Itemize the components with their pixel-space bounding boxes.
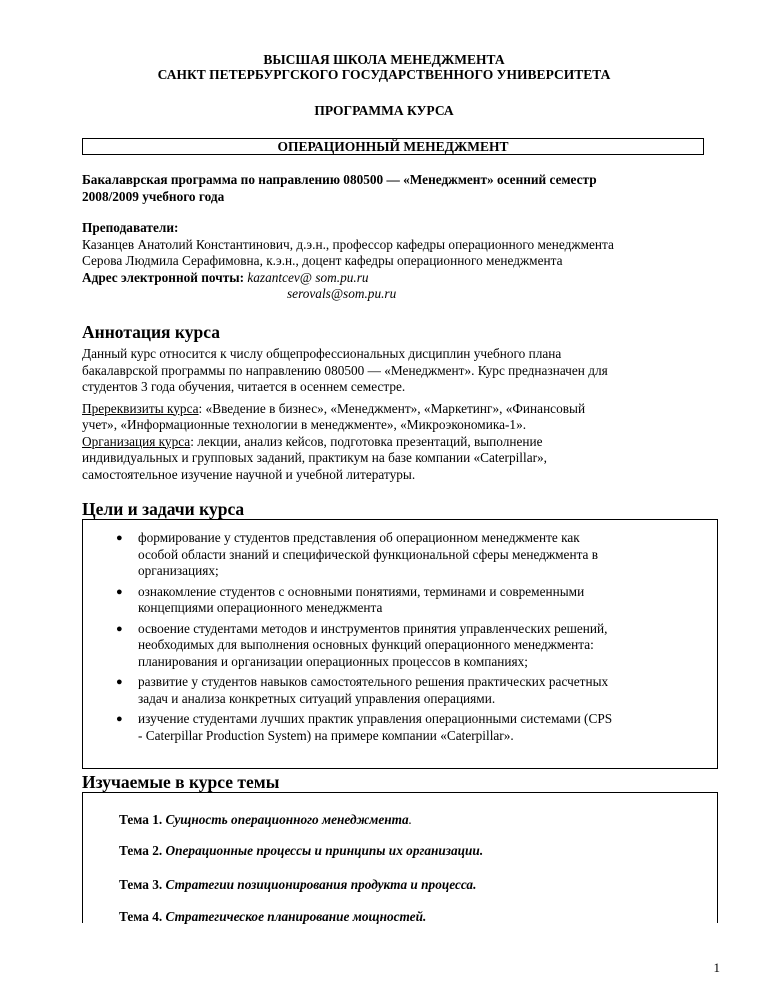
- topic-title: Стратегии позиционирования продукта и процесса.: [165, 877, 477, 892]
- topics-box: [82, 792, 718, 923]
- goal-line: - Caterpillar Production System) на примере компании «Caterpillar».: [138, 727, 514, 743]
- course-title: ОПЕРАЦИОННЫЙ МЕНЕДЖМЕНТ: [82, 138, 704, 155]
- goal-line: планирования и организации операционных процессов в компаниях;: [138, 653, 528, 669]
- goal-line: изучение студентами лучших практик управления операционными системами (CPS: [138, 711, 613, 726]
- org-text: : лекции, анализ кейсов, подготовка презентаций, выполнение: [190, 433, 543, 449]
- bullet-icon: ●: [116, 676, 123, 688]
- list-item: [83, 711, 712, 744]
- organization: [82, 434, 722, 451]
- prerequisites: [82, 401, 722, 418]
- org-text-2: индивидуальных и групповых заданий, практикум на базе компании «Caterpillar»,: [82, 450, 547, 465]
- teachers-section: [82, 220, 742, 303]
- bullet-icon: ●: [116, 622, 123, 635]
- prereq-text-2: учет», «Информационные технологии в менеджменте», «Микроэкономика-1».: [82, 417, 527, 432]
- topic-3: [119, 877, 476, 893]
- bullet-icon: ●: [116, 713, 123, 725]
- email-label: Адрес электронной почты:: [82, 269, 245, 285]
- topic-1: [119, 812, 412, 828]
- goals-heading: Цели и задачи курса: [82, 499, 245, 519]
- email-row: [82, 270, 742, 287]
- list-item: [83, 584, 712, 617]
- bullet-icon: ●: [116, 585, 123, 598]
- topic-label: Тема 3.: [119, 877, 163, 892]
- goal-line: ознакомление студентов с основными понятиями, терминами и современными: [138, 583, 585, 599]
- topic-title: Сущность операционного менеджмента: [165, 812, 409, 827]
- school-name: ВЫСШАЯ ШКОЛА МЕНЕДЖМЕНТА: [263, 52, 505, 67]
- goal-line: организациях;: [138, 563, 219, 578]
- annotation-body: [82, 346, 722, 483]
- program-label: ПРОГРАММА КУРСА: [314, 103, 454, 118]
- goals-box: [82, 519, 718, 769]
- goal-line: необходимых для выполнения основных функций операционного менеджмента:: [138, 637, 594, 652]
- topic-end: .: [408, 812, 412, 827]
- goals-list: [83, 530, 712, 748]
- topic-label: Тема 1.: [119, 812, 163, 827]
- goal-line: особой области знаний и специфической функциональной сферы менеджмента в: [138, 546, 599, 562]
- bullet-icon: ●: [116, 532, 123, 544]
- annotation-line: Данный курс относится к числу общепрофессиональных дисциплин учебного плана: [82, 346, 562, 361]
- list-item: [83, 621, 712, 671]
- org-text-3: самостоятельное изучение научной и учебной литературы.: [82, 466, 416, 482]
- program-line-1: Бакалаврская программа по направлению 080500 — «Менеджмент» осенний семестр: [82, 172, 597, 187]
- annotation-heading: Аннотация курса: [82, 322, 220, 342]
- teacher-1: Казанцев Анатолий Константинович, д.э.н., профессор кафедры операционного менеджмента: [82, 236, 614, 252]
- teachers-label: Преподаватели:: [82, 220, 179, 235]
- program-description: [82, 172, 722, 205]
- goal-line: формирование у студентов представления об операционном менеджменте как: [138, 530, 580, 545]
- annotation-line: бакалаврской программы по направлению 080500 — «Менеджмент». Курс предназначен для: [82, 362, 608, 378]
- topics-heading: Изучаемые в курсе темы: [82, 772, 280, 792]
- goal-line: задач и анализа конкретных ситуаций управления операциями.: [138, 690, 496, 706]
- goal-line: развитие у студентов навыков самостоятельного решения практических расчетных: [138, 674, 609, 689]
- topic-label: Тема 2.: [119, 843, 163, 858]
- topic-title: Операционные процессы и принципы их организации.: [165, 843, 484, 858]
- org-label: Организация курса: [82, 433, 191, 449]
- topic-label: Тема 4.: [119, 909, 163, 924]
- list-item: [83, 674, 712, 707]
- prereq-text: : «Введение в бизнес», «Менеджмент», «Маркетинг», «Финансовый: [198, 400, 586, 416]
- page-number: 1: [713, 960, 720, 975]
- program-line-2: 2008/2009 учебного года: [82, 188, 225, 204]
- topic-title: Стратегическое планирование мощностей.: [165, 909, 427, 924]
- email-1: kazantcev@ som.pu.ru: [247, 269, 369, 285]
- teacher-2: Серова Людмила Серафимовна, к.э.н., доцент кафедры операционного менеджмента: [82, 253, 563, 268]
- topic-4: [119, 909, 426, 925]
- prereq-label: Пререквизиты курса: [82, 400, 199, 416]
- goal-line: концепциями операционного менеджмента: [138, 600, 383, 615]
- annotation-line: студентов 3 года обучения, читается в осеннем семестре.: [82, 379, 406, 394]
- email-2: serovals@som.pu.ru: [287, 286, 397, 301]
- goal-line: освоение студентами методов и инструментов принятия управленческих решений,: [138, 620, 608, 636]
- university-name: САНКТ ПЕТЕРБУРГСКОГО ГОСУДАРСТВЕННОГО УНИВЕРСИТЕТА: [157, 67, 611, 82]
- list-item: [83, 530, 712, 580]
- topic-2: [119, 843, 483, 859]
